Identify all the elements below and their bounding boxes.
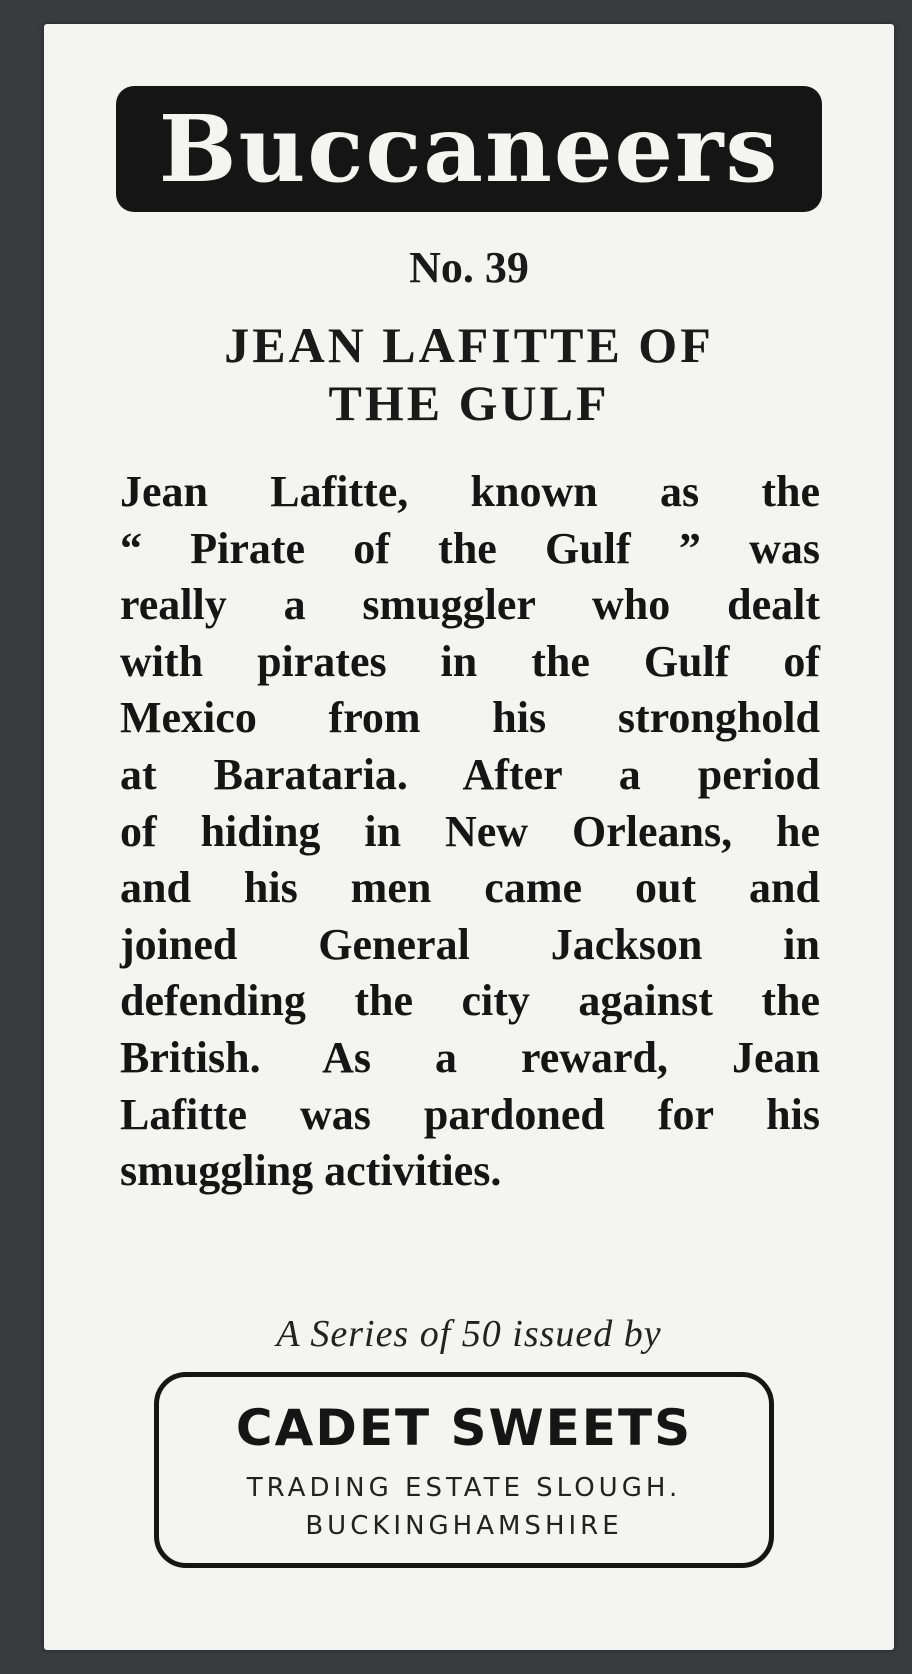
card-number: No. 39 — [409, 243, 529, 292]
series-banner — [116, 86, 822, 212]
card-heading-line: JEAN LAFITTE OF — [224, 317, 714, 373]
series-note: A Series of 50 issued by — [276, 1313, 662, 1355]
description-line: defending the city against the — [120, 976, 820, 1026]
publisher-name: CADET SWEETS — [235, 1399, 693, 1457]
description-line: British. As a reward, Jean — [120, 1032, 820, 1082]
description-line: joined General Jackson in — [120, 919, 820, 969]
description-line: “ Pirate of the Gulf ” was — [120, 523, 820, 573]
description-line: smuggling activities. — [120, 1146, 502, 1196]
description-line: at Barataria. After a period — [120, 749, 820, 799]
card-heading-line: THE GULF — [328, 375, 610, 431]
publisher-address-line: BUCKINGHAMSHIRE — [305, 1511, 623, 1541]
series-title: Buccaneers — [158, 95, 780, 203]
card-heading — [44, 316, 894, 432]
trade-card — [44, 24, 894, 1650]
description-line: and his men came out and — [120, 863, 820, 913]
publisher-address-line: TRADING ESTATE SLOUGH. — [246, 1473, 682, 1503]
description-line: Lafitte was pardoned for his — [120, 1089, 820, 1139]
card-description — [120, 464, 820, 1200]
publisher-address — [159, 1469, 769, 1545]
description-line: really a smuggler who dealt — [120, 580, 820, 630]
description-line: Mexico from his stronghold — [120, 693, 820, 743]
description-line: Jean Lafitte, known as the — [120, 467, 820, 516]
description-line: of hiding in New Orleans, he — [120, 806, 820, 856]
description-line: with pirates in the Gulf of — [120, 636, 820, 686]
publisher-box — [154, 1372, 774, 1568]
